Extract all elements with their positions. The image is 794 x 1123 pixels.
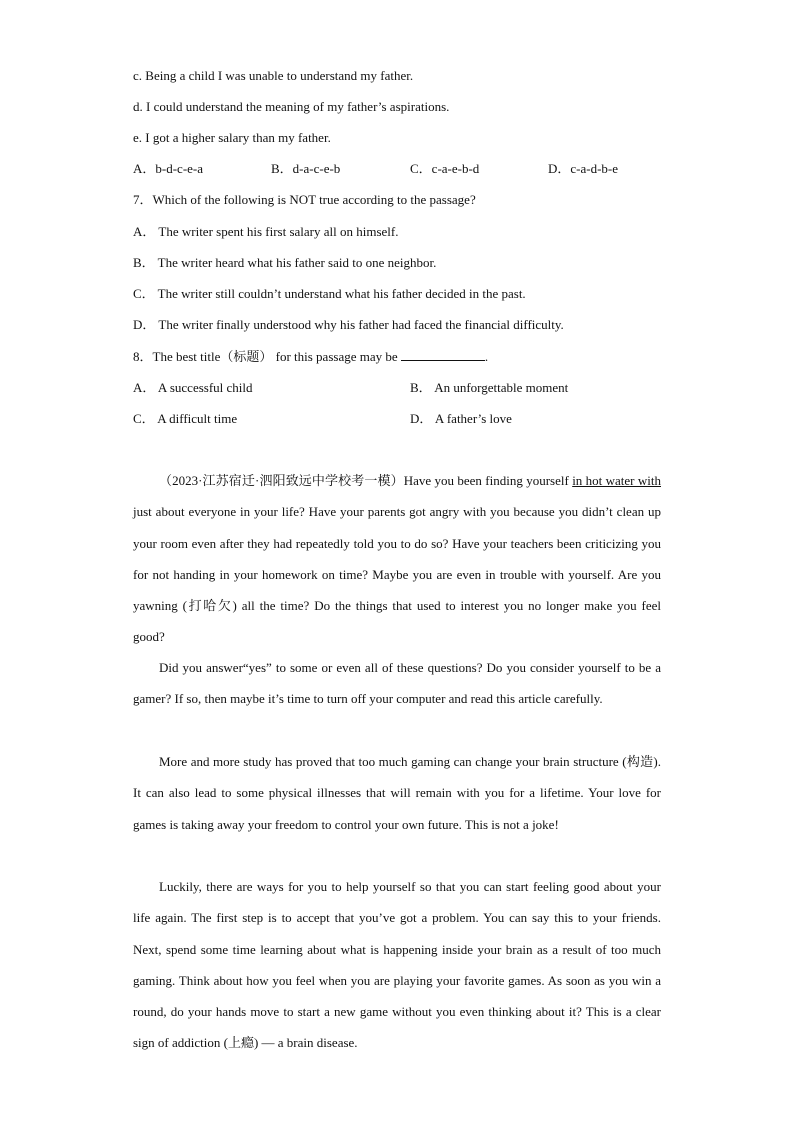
q8-option-b[interactable]: B． An unforgettable moment <box>410 380 569 395</box>
passage-paragraph-1 <box>133 465 661 653</box>
q8-stem <box>133 347 488 366</box>
q7-stem: 7．Which of the following is NOT true according to the passage? <box>133 192 476 207</box>
q8-stem-text: 8．The best title（标题） for this passage may be <box>133 349 401 364</box>
q8-option-d[interactable]: D． A father’s love <box>410 411 512 426</box>
q7-option-d[interactable]: D． The writer finally understood why his father had faced the financial difficulty. <box>133 317 564 332</box>
passage-paragraph-3: More and more study has proved that too much gaming can change your brain structure (构造). It can also lead to some physical illnesses that will remain with you for a lifetime. Your love for games is taking away your freedom to control your own future. This is not a joke! <box>133 754 661 832</box>
passage-p1-rest: just about everyone in your life? Have your parents got angry with you because you didn’t clean up your room even after they had repeatedly told you to do so? Have your teachers been criticizing you for not handing in your homework on time? Maybe you are even in trouble with yourself. Are you yawning (打哈欠) all the time? Do the things that used to interest you no longer make you feel good? <box>133 504 661 645</box>
passage-paragraph-2: Did you answer“yes” to some or even all of these questions? Do you consider yourself to be a gamer? If so, then maybe it’s time to turn off your computer and read this article carefully. <box>133 660 661 707</box>
q7-option-c[interactable]: C． The writer still couldn’t understand what his father decided in the past. <box>133 286 526 301</box>
q6-option-c[interactable]: C．c-a-e-b-d <box>410 161 480 176</box>
passage-paragraph-4: Luckily, there are ways for you to help yourself so that you can start feeling good about your life again. The first step is to accept that you’ve got a problem. You can say this to your friends. Next, spend some time learning about what is happening inside your brain as a result of too much gaming. Think about how you feel when you are playing your favorite games. As soon as you win a round, do your hands move to start a new game without you even thinking about it? This is a clear sign of addiction (上瘾) — a brain disease. <box>133 879 661 1051</box>
passage-source: （2023·江苏宿迁·泗阳致远中学校考一模） <box>159 473 404 488</box>
passage-p1-lead: Have you been finding yourself <box>403 473 573 488</box>
q7-option-b[interactable]: B． The writer heard what his father said to one neighbor. <box>133 255 437 270</box>
q8-option-c[interactable]: C． A difficult time <box>133 411 238 426</box>
q6-item-c: c. Being a child I was unable to understand my father. <box>133 68 414 83</box>
q8-answer-blank[interactable] <box>401 347 485 361</box>
q8-stem-end: . <box>484 349 489 364</box>
q6-option-b[interactable]: B．d-a-c-e-b <box>271 161 341 176</box>
q7-option-a[interactable]: A． The writer spent his first salary all on himself. <box>133 224 399 239</box>
q6-item-e: e. I got a higher salary than my father. <box>133 130 331 145</box>
underlined-phrase: in hot water with <box>572 473 661 488</box>
q6-item-d: d. I could understand the meaning of my father’s aspirations. <box>133 99 450 114</box>
q6-option-a[interactable]: A．b-d-c-e-a <box>133 161 204 176</box>
q6-option-d[interactable]: D．c-a-d-b-e <box>548 161 619 176</box>
q8-option-a[interactable]: A． A successful child <box>133 380 253 395</box>
